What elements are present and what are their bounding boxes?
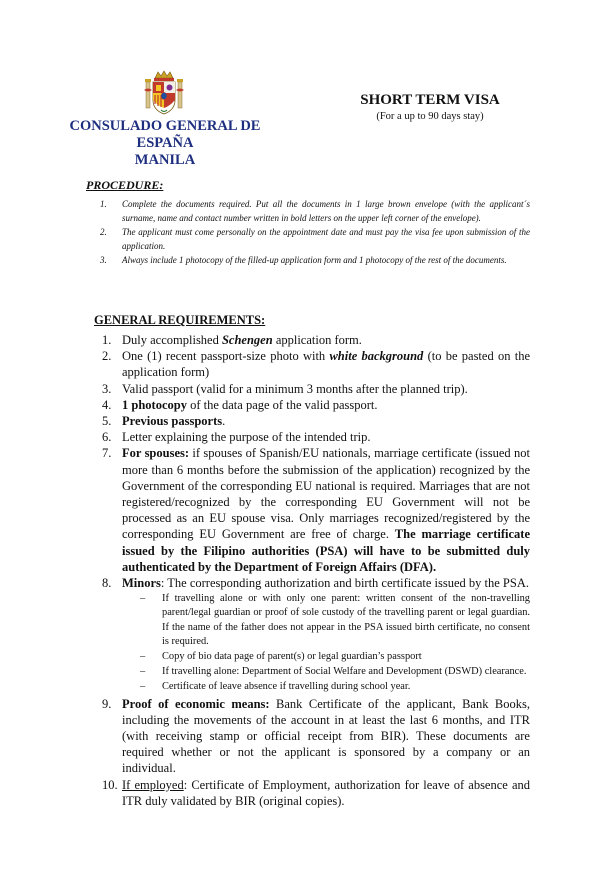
- item-number: 3.: [102, 381, 112, 396]
- list-item: [100, 253, 530, 267]
- bullet-dash: –: [140, 593, 146, 605]
- sub-list-item: [140, 592, 530, 649]
- procedure-heading: PROCEDURE:: [86, 178, 164, 192]
- sub-item-text: If travelling alone: Department of Social Welfare and Development (DSWD) clearance.: [162, 666, 527, 678]
- procedure-list: [100, 197, 530, 267]
- text-run: Duly accomplished: [122, 333, 222, 347]
- item-text: [122, 413, 530, 429]
- item-text: [122, 348, 530, 380]
- item-number: 3.: [100, 255, 107, 265]
- sub-list-item: [140, 680, 530, 694]
- visa-subtitle: (For a up to 90 days stay): [376, 111, 484, 122]
- consulate-line2: MANILA: [134, 152, 196, 168]
- text-run: One (1) recent passport-size photo with: [122, 349, 330, 364]
- emphasis-text: white background: [329, 349, 424, 364]
- text-run: if spouses of Spanish/EU nationals, marriage certificate (issued not more than 6 months before the submission of the application) recognized by the Government of the corresponding EU national is required. Marriages that are not registered/recognized by the corresponding EU Government will not be processed as an EU spouse visa. Only marriages recognized/registered by the corresponding EU Government are free of charge.: [122, 446, 530, 542]
- text-run: : The corresponding authorization and birth certificate issued by the PSA.: [160, 576, 529, 591]
- item-number: 1.: [102, 333, 112, 347]
- minors-sub-list: [140, 592, 530, 694]
- sub-list-item: [140, 665, 530, 679]
- emphasis-text: 1 photocopy: [122, 397, 187, 412]
- text-run: .: [222, 414, 226, 429]
- sub-item-text: If travelling alone or with only one parent: written consent of the non-travelling parent/legal guardian or proof of sole custody of the travelling parent or legal guardian. If the name of the father does not appear in the PSA issued birth certificate, no consent is required.: [162, 593, 530, 647]
- list-item: [102, 445, 530, 575]
- item-text: [122, 696, 530, 777]
- item-number: 5.: [102, 414, 112, 429]
- emphasis-text: The marriage certificate issued by the Filipino authorities (PSA) will have to be submitted duly authenticated by the Department of Foreign Affairs (DFA).: [122, 527, 531, 574]
- underlined-text: If employed: [122, 777, 184, 792]
- list-item: [102, 696, 530, 777]
- item-text: Complete the documents required. Put all the documents in 1 large brown envelope (with the applicant´s surname, name and contact number written in bold letters on the upper left corner of the envelope).: [122, 199, 530, 223]
- item-number: 8.: [102, 576, 112, 591]
- item-text: [122, 332, 530, 348]
- bullet-dash: –: [140, 666, 146, 678]
- list-item: [102, 332, 530, 348]
- list-item: [100, 225, 530, 253]
- list-item: [102, 575, 530, 696]
- spain-coat-of-arms-icon: [143, 70, 185, 116]
- general-requirements-heading: GENERAL REQUIREMENTS:: [94, 313, 266, 327]
- text-run: (to be pasted on the application form): [122, 349, 530, 380]
- text-run: of the data page of the valid passport.: [186, 397, 378, 412]
- emphasis-text: For spouses:: [122, 446, 190, 461]
- item-text: [122, 445, 530, 575]
- item-text: Always include 1 photocopy of the filled-up application form and 1 photocopy of the rest of the documents.: [122, 255, 507, 265]
- list-item: [102, 381, 530, 397]
- list-item: [100, 197, 530, 225]
- sub-item-text: Certificate of leave absence if travelling during school year.: [162, 681, 411, 693]
- general-requirements-list: [102, 332, 530, 809]
- item-number: 2.: [102, 349, 112, 364]
- item-number: 10.: [102, 777, 118, 792]
- emphasis-text: Previous passports: [122, 414, 223, 429]
- consulate-line1: CONSULADO GENERAL DE ESPAÑA: [69, 118, 261, 151]
- sub-list-item: [140, 650, 530, 664]
- text-run: Bank Certificate of the applicant, Bank Books, including the movements of the account in at least the last 6 months, and ITR (with receiving stamp or official receipt from BIR). These documents are required whether or not the applicant is sponsored by a company or an individual.: [122, 696, 530, 776]
- item-number: 7.: [102, 446, 112, 461]
- list-item: [102, 397, 530, 413]
- emphasis-text: Proof of economic means:: [122, 696, 270, 711]
- item-text: [122, 397, 530, 413]
- list-item: [102, 777, 530, 809]
- list-item: [102, 413, 530, 429]
- sub-item-text: Copy of bio data page of parent(s) or legal guardian’s passport: [162, 651, 422, 663]
- list-item: [102, 429, 530, 445]
- text-run: application form.: [272, 333, 362, 347]
- visa-title: SHORT TERM VISA: [360, 92, 500, 108]
- item-text: Letter explaining the purpose of the intended trip.: [122, 430, 371, 445]
- bullet-dash: –: [140, 681, 146, 693]
- item-text: [122, 575, 530, 696]
- item-number: 1.: [100, 199, 107, 209]
- text-run: : Certificate of Employment, authorization for leave of absence and ITR duly validated by BIR (original copies).: [122, 777, 530, 808]
- bullet-dash: –: [140, 651, 146, 663]
- item-number: 9.: [102, 696, 112, 711]
- item-text: [122, 777, 530, 809]
- item-number: 4.: [102, 397, 112, 412]
- item-text: The applicant must come personally on the appointment date and must pay the visa fee upon submission of the application.: [122, 227, 530, 251]
- list-item: [102, 348, 530, 380]
- item-number: 6.: [102, 430, 112, 445]
- item-text: Valid passport (valid for a minimum 3 months after the planned trip).: [122, 381, 468, 396]
- item-number: 2.: [100, 227, 107, 237]
- emphasis-text: Schengen: [221, 333, 273, 347]
- consulate-name: [40, 118, 290, 169]
- emphasis-text: Minors: [122, 576, 161, 591]
